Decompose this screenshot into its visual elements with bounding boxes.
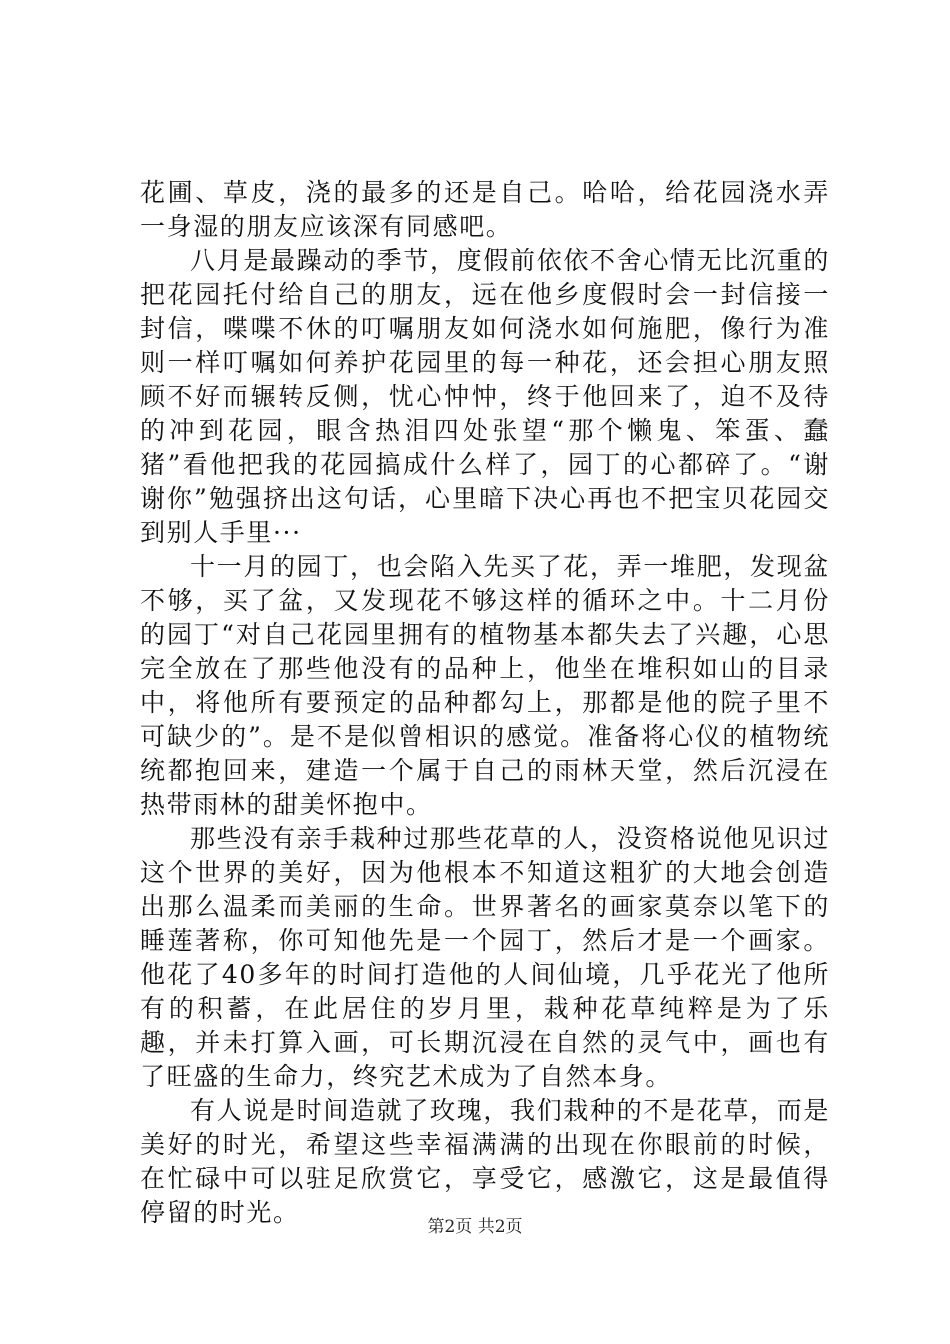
paragraph-continuation: 花圃、草皮，浇的最多的还是自己。哈哈，给花园浇水弄一身湿的朋友应该深有同感吧。 [140, 178, 830, 241]
paragraph-november: 十一月的园丁，也会陷入先买了花，弄一堆肥，发现盆不够，买了盆，又发现花不够这样的循环之中。十二月份的园丁“对自己花园里拥有的植物基本都失去了兴趣，心思完全放在了那些他没有的品种上，他坐在堆积如山的目录中，将他所有要预定的品种都勾上，那都是他的院子里不可缺少的”。是不是似曾相识的感觉。准备将心仪的植物统统都抱回来，建造一个属于自己的雨林天堂，然后沉浸在热带雨林的甜美怀抱中。 [140, 552, 830, 819]
paragraph-august: 八月是最躁动的季节，度假前依依不舍心情无比沉重的把花园托付给自己的朋友，远在他乡度假时会一封信接一封信，喋喋不休的叮嘱朋友如何浇水如何施肥，像行为准则一样叮嘱如何养护花园里的每一种花，还会担心朋友照顾不好而辗转反侧，忧心忡忡，终于他回来了，迫不及待的冲到花园，眼含热泪四处张望“那个懒鬼、笨蛋、蠢猪”看他把我的花园搞成什么样了，园丁的心都碎了。“谢谢你”勉强挤出这句话，心里暗下决心再也不把宝贝花园交到别人手里··· [140, 246, 830, 547]
page-number-footer: 第2页 共2页 [427, 1217, 523, 1237]
document-body [140, 176, 830, 1230]
paragraph-monet: 那些没有亲手栽种过那些花草的人，没资格说他见识过这个世界的美好，因为他根本不知道这粗犷的大地会创造出那么温柔而美丽的生命。世界著名的画家莫奈以笔下的睡莲著称，你可知他先是一个园丁，然后才是一个画家。他花了40多年的时间打造他的人间仙境，几乎花光了他所有的积蓄，在此居住的岁月里，栽种花草纯粹是为了乐趣，并未打算入画，可长期沉浸在自然的灵气中，画也有了旺盛的生命力，终究艺术成为了自然本身。 [140, 824, 830, 1091]
paragraph-closing: 有人说是时间造就了玫瑰，我们栽种的不是花草，而是美好的时光，希望这些幸福满满的出现在你眼前的时候，在忙碌中可以驻足欣赏它，享受它，感激它，这是最值得停留的时光。 [140, 1096, 830, 1227]
